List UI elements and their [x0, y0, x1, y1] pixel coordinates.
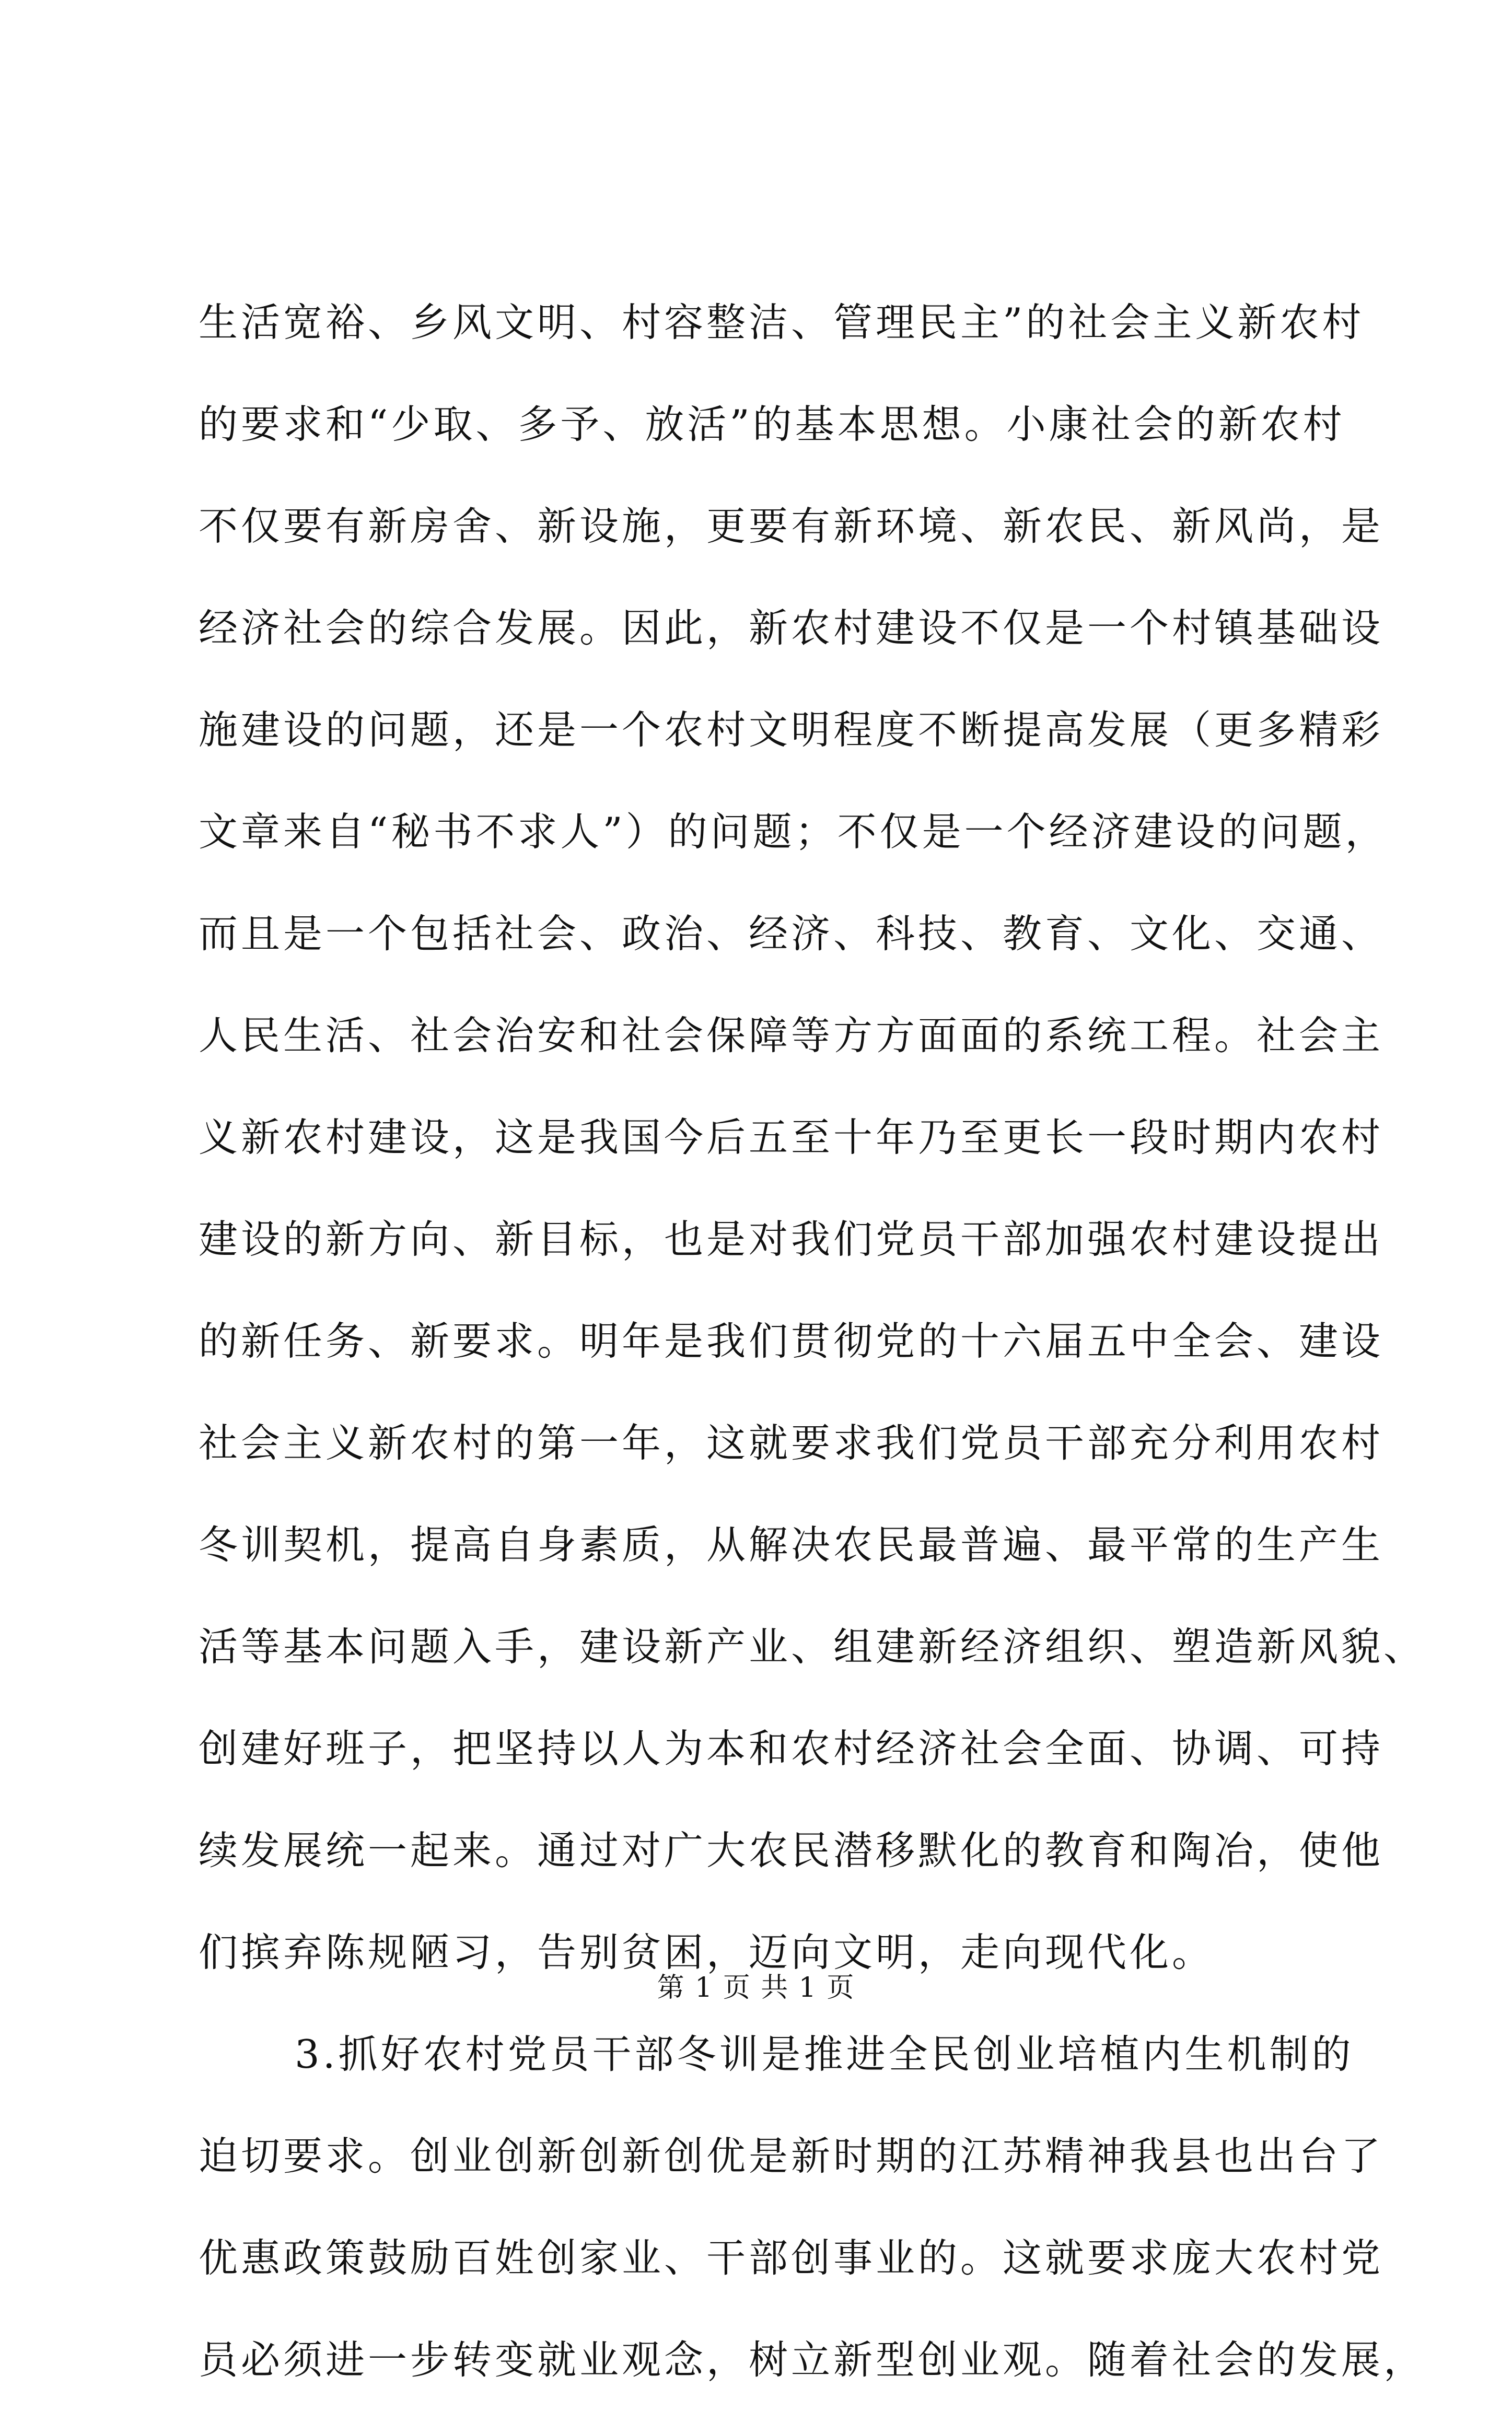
text-line: 创建好班子，把坚持以人为本和农村经济社会全面、协调、可持 [199, 1726, 1384, 1772]
text-line: 员必须进一步转变就业观念，树立新型创业观。随着社会的发展， [199, 2337, 1426, 2383]
text-line: 不仅要有新房舍、新设施，更要有新环境、新农民、新风尚，是 [199, 503, 1384, 549]
text-line: 社会主义新农村的第一年，这就要求我们党员干部充分利用农村 [199, 1420, 1384, 1466]
text-line: 义新农村建设，这是我国今后五至十年乃至更长一段时期内农村 [199, 1114, 1384, 1160]
text-line: 的要求和“少取、多予、放活”的基本思想。小康社会的新农村 [199, 401, 1345, 447]
text-line: 冬训契机，提高自身素质，从解决农民最普遍、最平常的生产生 [199, 1522, 1384, 1568]
text-line: 生活宽裕、乡风文明、村容整洁、管理民主”的社会主义新农村 [199, 299, 1365, 345]
paragraph-start-line: 3.抓好农村党员干部冬训是推进全民创业培植内生机制的 [295, 2031, 1354, 2077]
text-line: 续发展统一起来。通过对广大农民潜移默化的教育和陶冶，使他 [199, 1827, 1384, 1873]
text-line: 而且是一个包括社会、政治、经济、科技、教育、文化、交通、 [199, 911, 1384, 957]
text-line: 施建设的问题，还是一个农村文明程度不断提高发展（更多精彩 [199, 707, 1384, 753]
text-line: 的新任务、新要求。明年是我们贯彻党的十六届五中全会、建设 [199, 1318, 1384, 1364]
text-line: 建设的新方向、新目标，也是对我们党员干部加强农村建设提出 [199, 1216, 1384, 1262]
text-line: 经济社会的综合发展。因此，新农村建设不仅是一个村镇基础设 [199, 605, 1384, 651]
text-line: 活等基本问题入手，建设新产业、组建新经济组织、塑造新风貌、 [199, 1624, 1426, 1670]
text-line: 人民生活、社会治安和社会保障等方方面面的系统工程。社会主 [199, 1012, 1384, 1058]
text-line: 迫切要求。创业创新创新创优是新时期的江苏精神我县也出台了 [199, 2133, 1384, 2179]
page-footer: 第 1 页 共 1 页 [657, 1972, 855, 2004]
document-body [199, 272, 1426, 2411]
text-line: 文章来自“秘书不求人”）的问题；不仅是一个经济建设的问题， [199, 809, 1388, 855]
text-line: 优惠政策鼓励百姓创家业、干部创事业的。这就要求庞大农村党 [199, 2235, 1384, 2281]
text-line: 们摈弃陈规陋习，告别贫困，迈向文明，走向现代化。 [199, 1929, 1215, 1975]
